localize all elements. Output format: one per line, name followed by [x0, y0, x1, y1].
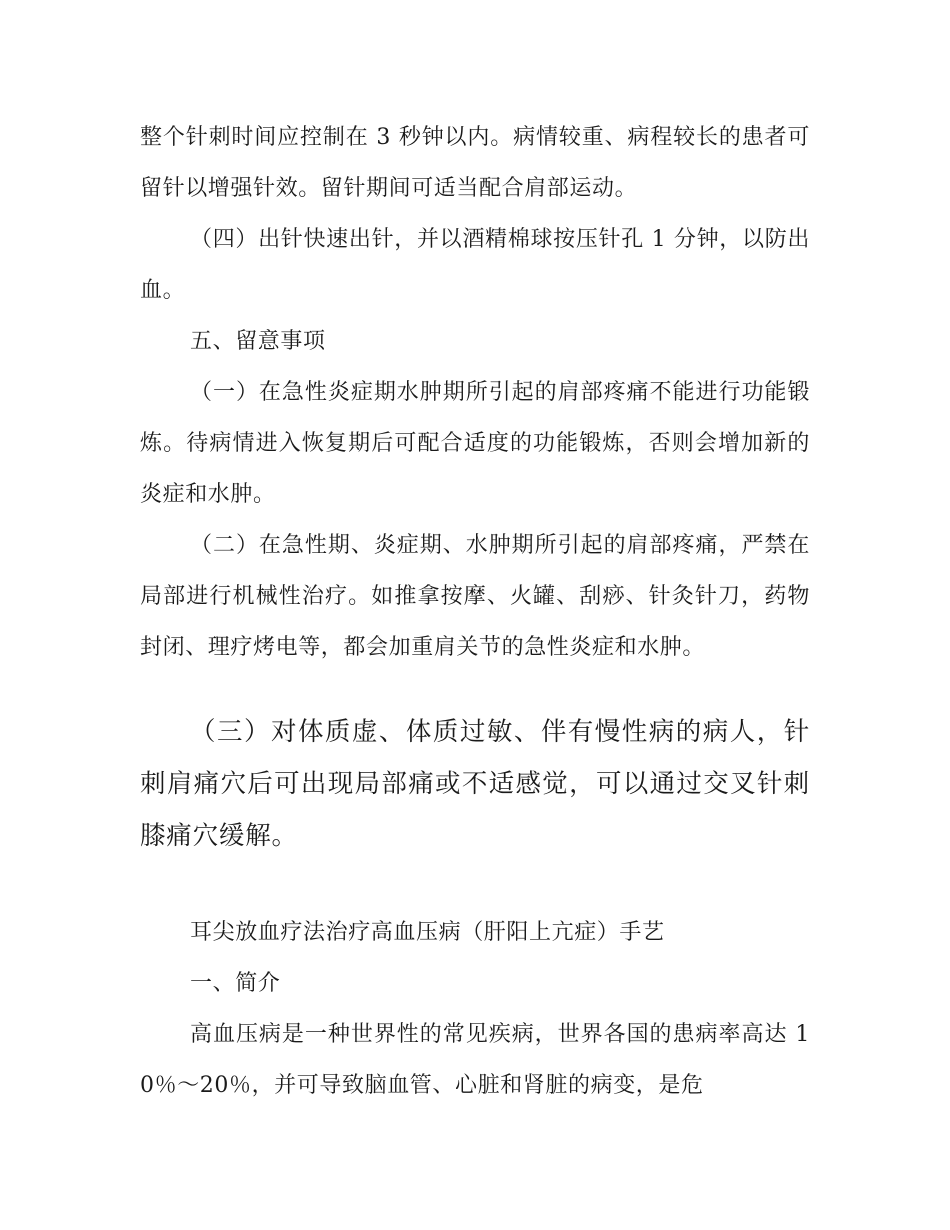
paragraph-needle-duration: 整个针刺时间应控制在 3 秒钟以内。病情较重、病程较长的患者可留针以增强针效。留针期间可适当配合肩部运动。 — [140, 125, 810, 201]
paragraph-precaution-3: （三）对体质虚、体质过敏、伴有慢性病的病人，针刺肩痛穴后可出现局部痛或不适感觉，可以通过交叉针刺膝痛穴缓解。 — [140, 717, 810, 851]
paragraph-needle-removal: （四）出针快速出针，并以酒精棉球按压针孔 1 分钟，以防出血。 — [140, 227, 810, 303]
heading-introduction: 一、简介 — [190, 971, 281, 996]
heading-precautions: 五、留意事项 — [190, 329, 326, 354]
paragraph-precaution-1: （一）在急性炎症期水肿期所引起的肩部疼痛不能进行功能锻炼。待病情进入恢复期后可配合适度的功能锻炼，否则会增加新的炎症和水肿。 — [140, 380, 810, 507]
paragraph-precaution-2: （二）在急性期、炎症期、水肿期所引起的肩部疼痛，严禁在局部进行机械性治疗。如推拿按摩、火罐、刮痧、针灸针刀，药物封闭、理疗烤电等，都会加重肩关节的急性炎症和水肿。 — [140, 533, 810, 660]
section-title-ear-bloodletting: 耳尖放血疗法治疗高血压病（肝阳上亢症）手艺 — [190, 920, 665, 945]
paragraph-introduction: 高血压病是一种世界性的常见疾病，世界各国的患病率高达 10％～20％，并可导致脑血管、心脏和肾脏的病变，是危 — [140, 1022, 810, 1098]
